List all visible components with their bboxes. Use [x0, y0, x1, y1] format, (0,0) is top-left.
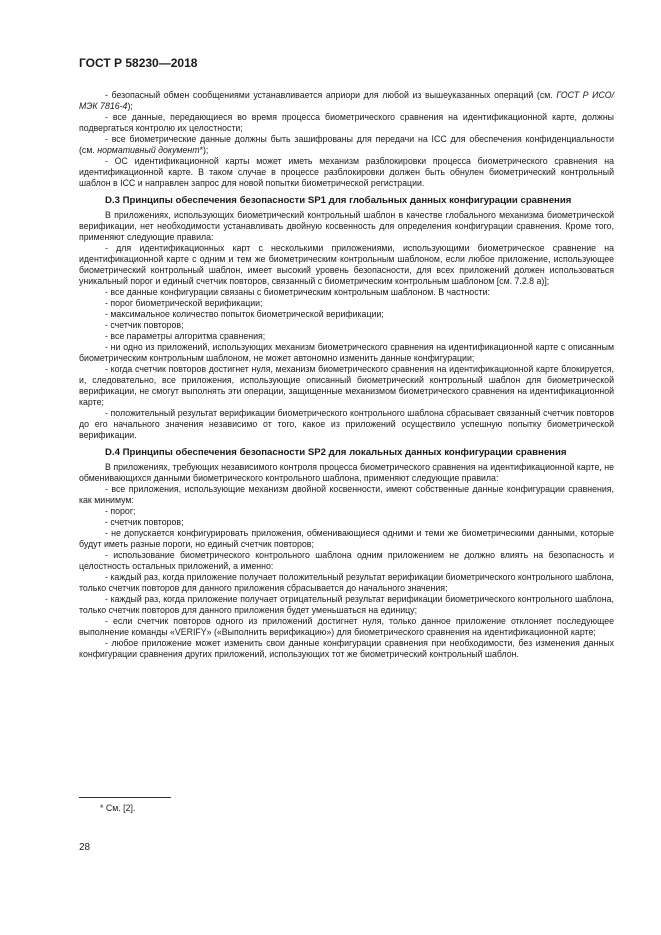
section-heading: D.4 Принципы обеспечения безопасности SP2 для локальных данных конфигурации сравнения — [105, 447, 567, 458]
text-run: - ОС идентификационной карты может иметь механизм разблокировки процесса биометрического сравнения на идентификационной карте. В таком случае в процессе разблокировки должен быть обнулен биометрический контрольный шаблон в ICC и направлен запрос для новой попытки биометрической регистрации. — [79, 156, 614, 188]
text-run: ); — [127, 101, 133, 111]
paragraph — [79, 298, 614, 309]
paragraph — [79, 90, 614, 112]
paragraph — [79, 408, 614, 441]
text-run: - ни одно из приложений, использующих механизм биометрического сравнения на идентификационной карте с описанным биометрическим контрольным шаблоном, не может автономно изменить данные конфигурации; — [79, 342, 614, 363]
paragraph — [79, 484, 614, 506]
paragraph — [79, 134, 614, 156]
paragraph — [79, 506, 614, 517]
text-run: - когда счетчик повторов достигнет нуля, механизм биометрического сравнения на идентификационной карте блокируется, и, следовательно, все приложения, использующие описанный биометрический контрольный шаблон для биометрической верификации, не смогут выполнять эти операции, защищенные механизмом биометрического сравнения на идентификационной карте; — [79, 364, 614, 407]
text-run: - все параметры алгоритма сравнения; — [105, 331, 266, 341]
text-run: - порог биометрической верификации; — [105, 298, 263, 308]
text-run: - каждый раз, когда приложение получает отрицательный результат верификации биометрического контрольного шаблона, только счетчик повторов для данного приложения будет уменьшаться на единицу; — [79, 594, 614, 615]
paragraph — [79, 309, 614, 320]
text-run: *); — [199, 145, 209, 155]
paragraph — [79, 462, 614, 484]
reference-italic: ГОСТ Р ИСО/МЭК 7816-4 — [79, 90, 614, 111]
section-heading: D.3 Принципы обеспечения безопасности SP1 для глобальных данных конфигурации сравнения — [105, 195, 572, 206]
text-run: - положительный результат верификации биометрического контрольного шаблона сбрасывает связанный счетчик повторов до его начального значения независимо от того, какое из приложений осуществило успешную попытку биометрической верификации. — [79, 408, 614, 440]
paragraph — [79, 364, 614, 408]
text-run: - каждый раз, когда приложение получает положительный результат верификации биометрического контрольного шаблона, только счетчик повторов для данного приложения сбрасывается до начального значения; — [79, 572, 614, 593]
text-run: - для идентификационных карт с несколькими приложениями, использующими биометрическое сравнение на идентификационной карте с одним и тем же биометрическим контрольным шаблоном, если любое приложение, использующее биометрический контрольный шаблон, имеет высокий уровень безопасности, для всех приложений должен использоваться уникальный порог и единый счетчик повторов, связанный с биометрическим контрольным шаблоном [см. 7.2.8 а)]; — [79, 243, 614, 286]
text-run: - не допускается конфигурировать приложения, обменивающиеся одними и теми же биометрическими данными, которые будут иметь разные пороги, но единый счетчик повторов; — [79, 528, 614, 549]
footnote: * См. [2]. — [100, 803, 136, 813]
text-run: - счетчик повторов; — [105, 517, 184, 527]
paragraph — [79, 342, 614, 364]
text-run: - порог; — [105, 506, 136, 516]
paragraph — [79, 572, 614, 594]
paragraph — [79, 287, 614, 298]
footnote-divider — [79, 797, 171, 798]
paragraph — [79, 331, 614, 342]
paragraph — [79, 550, 614, 572]
paragraph — [79, 320, 614, 331]
text-run: - любое приложение может изменить свои данные конфигурации сравнения при необходимости, без изменения данных конфигурации сравнения других приложений, использующих тот же биометрический контрольный шаблон. — [79, 638, 614, 659]
paragraph — [79, 528, 614, 550]
text-run: - если счетчик повторов одного из приложений достигнет нуля, только данное приложение отклоняет последующее выполнение команды «VERIFY» («Выполнить верификацию») для биометрического сравнения на идентификационной карте; — [79, 616, 614, 637]
paragraph — [79, 517, 614, 528]
paragraph — [79, 243, 614, 287]
text-run: - все приложения, использующие механизм двойной косвенности, имеют собственные данные конфигурации сравнения, как минимум: — [79, 484, 614, 505]
text-run: В приложениях, использующих биометрический контрольный шаблон в качестве глобального механизма биометрической верификации, нет необходимости устанавливать двойную косвенность для определения конфигурации сравнения. Кроме того, применяют следующие правила: — [79, 210, 614, 242]
paragraph — [79, 210, 614, 243]
page-number: 28 — [79, 842, 91, 853]
reference-italic: нормативный документ — [97, 145, 200, 155]
paragraph — [79, 616, 614, 638]
paragraph — [79, 156, 614, 189]
text-run: - все данные конфигурации связаны с биометрическим контрольным шаблоном. В частности: — [105, 287, 490, 297]
text-run: - использование биометрического контрольного шаблона одним приложением не должно влиять на безопасность и целостность остальных приложений, а именно: — [79, 550, 614, 571]
paragraph — [79, 638, 614, 660]
text-run: - безопасный обмен сообщениями устанавливается априори для любой из вышеуказанных операций (см. — [105, 90, 557, 100]
text-run: - все данные, передающиеся во время процесса биометрического сравнения на идентификационной карте, должны подвергаться контролю их целостности; — [79, 112, 614, 133]
text-run: - счетчик повторов; — [105, 320, 184, 330]
text-run: - максимальное количество попыток биометрической верификации; — [105, 309, 384, 319]
document-header: ГОСТ Р 58230—2018 — [79, 56, 198, 70]
text-run: - все биометрические данные должны быть зашифрованы для передачи на ICC для обеспечения конфиденциальности (см. — [79, 134, 614, 155]
document-body — [79, 90, 614, 660]
paragraph — [79, 112, 614, 134]
paragraph — [79, 594, 614, 616]
text-run: В приложениях, требующих независимого контроля процесса биометрического сравнения на идентификационной карте, не обменивающихся данными биометрического контрольного шаблона, применяют следующие правила: — [79, 462, 614, 483]
